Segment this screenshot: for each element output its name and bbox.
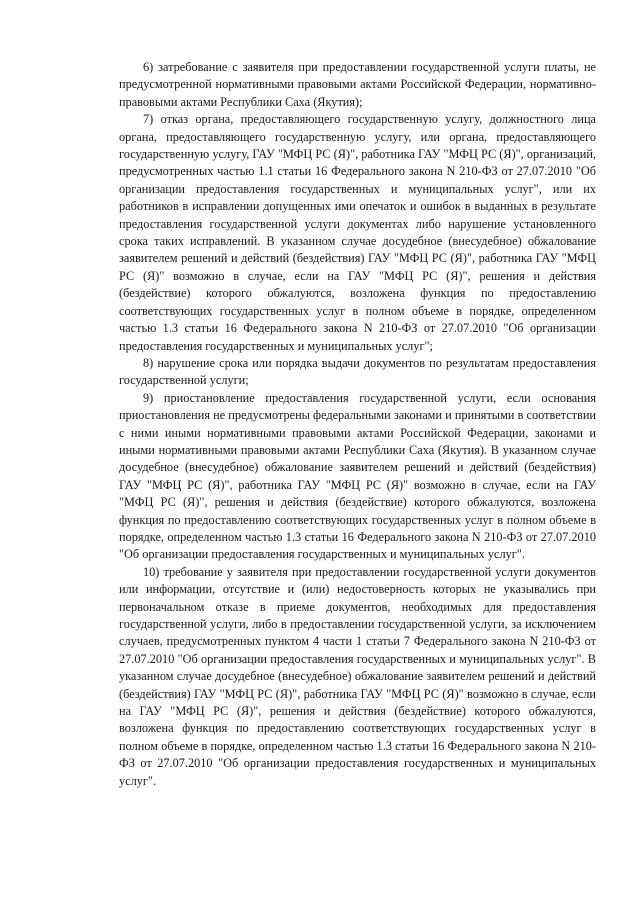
paragraph-item-8: 8) нарушение срока или порядка выдачи документов по результатам предоставления государственной услуги; xyxy=(119,355,596,388)
paragraph-item-6: 6) затребование с заявителя при предоставлении государственной услуги платы, не предусмотренной нормативными правовыми актами Российской Федерации, нормативно-правовыми актами Республики Саха (Якутия); xyxy=(119,60,596,109)
paragraph-item-9: 9) приостановление предоставления государственной услуги, если основания приостановления не предусмотрены федеральными законами и принятыми в соответствии с ними иными нормативными правовыми актами Российской Федерации, законами и иными нормативными правовыми актами Республики Саха (Якутия). В указанном случае досудебное (внесудебное) обжалование заявителем решений и действий (бездействия) ГАУ "МФЦ РС (Я)", работника ГАУ "МФЦ РС (Я)" возможно в случае, если на ГАУ "МФЦ РС (Я)", решения и действия (бездействие) которого обжалуются, возложена функция по предоставлению соответствующих государственных услуг в полном объеме в порядке, определенном частью 1.3 статьи 16 Федерального закона N 210-ФЗ от 27.07.2010 "Об организации предоставления государственных и муниципальных услуг". xyxy=(119,390,596,562)
document-body xyxy=(119,59,596,790)
paragraph-item-10: 10) требование у заявителя при предоставлении государственной услуги документов или информации, отсутствие и (или) недостоверность которых не указывались при первоначальном отказе в приеме документов, необходимых для предоставления государственной услуги, либо в предоставлении государственной услуги, за исключением случаев, предусмотренных пунктом 4 части 1 статьи 7 Федерального закона N 210-ФЗ от 27.07.2010 "Об организации предоставления государственных и муниципальных услуг". В указанном случае досудебное (внесудебное) обжалование заявителем решений и действий (бездействия) ГАУ "МФЦ РС (Я)", работника ГАУ "МФЦ РС (Я)" возможно в случае, если на ГАУ "МФЦ РС (Я)", решения и действия (бездействие) которого обжалуются, возложена функция по предоставлению соответствующих государственных услуг в полном объеме в порядке, определенном частью 1.3 статьи 16 Федерального закона N 210-ФЗ от 27.07.2010 "Об организации предоставления государственных и муниципальных услуг". xyxy=(119,564,596,788)
paragraph-item-7: 7) отказ органа, предоставляющего государственную услугу, должностного лица органа, предоставляющего государственную услугу, или органа, предоставляющего государственную услугу, ГАУ "МФЦ РС (Я)", работника ГАУ "МФЦ РС (Я)", организаций, предусмотренных частью 1.1 статьи 16 Федерального закона N 210-ФЗ от 27.07.2010 "Об организации предоставления государственных и муниципальных услуг", или их работников в исправлении допущенных ими опечаток и ошибок в выданных в результате предоставления государственной услуги документах либо нарушение установленного срока таких исправлений. В указанном случае досудебное (внесудебное) обжалование заявителем решений и действий (бездействия) ГАУ "МФЦ РС (Я)", работника ГАУ "МФЦ РС (Я)" возможно в случае, если на ГАУ "МФЦ РС (Я)", решения и действия (бездействие) которого обжалуются, возложена функция по предоставлению соответствующих государственных услуг в полном объеме в порядке, определенном частью 1.3 статьи 16 Федерального закона N 210-ФЗ от 27.07.2010 "Об организации предоставления государственных и муниципальных услуг"; xyxy=(119,112,596,353)
